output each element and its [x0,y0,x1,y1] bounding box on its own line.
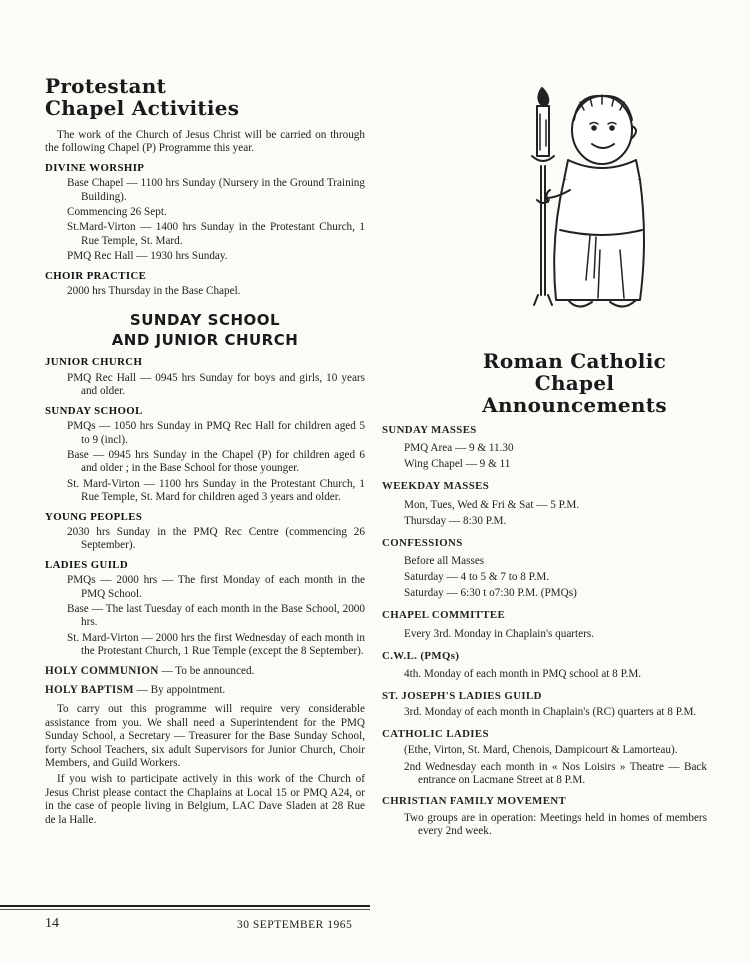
cwl-line: 4th. Monday of each month in PMQ school at 8 P.M. [404,668,642,681]
divine-worship-line: Commencing 26 Sept. [67,206,167,219]
monk-with-candle-icon [520,80,650,330]
confessions-line: Saturday — 6:30 t o7:30 P.M. (PMQs) [404,587,577,600]
divine-worship-heading: DIVINE WORSHIP [45,161,145,174]
holy-communion: HOLY COMMUNION — To be announced. [45,664,255,677]
confessions-line: Before all Masses [404,555,485,568]
catholic-ladies-line: (Ethe, Virton, St. Mard, Chenois, Dampicourt & Lamorteau). [404,744,678,757]
weekday-masses-heading: WEEKDAY MASSES [382,480,490,493]
sunday-masses-heading: SUNDAY MASSES [382,424,477,436]
cfm-heading: CHRISTIAN FAMILY MOVEMENT [382,795,567,808]
sunday-school-heading: SUNDAY SCHOOL [45,404,143,417]
intro-paragraph: The work of the Church of Jesus Christ will be carried on through the following Chapel (P) Programme this year. [45,129,365,155]
catholic-ladies-line: 2nd Wednesday each month in « Nos Loisirs » Theatre — Back entrance on Lacmane Street at 8 P.M. [404,760,707,787]
divine-worship-line: PMQ Rec Hall — 1930 hrs Sunday. [67,250,228,263]
weekday-masses-line: Mon, Tues, Wed & Fri & Sat — 5 P.M. [404,498,580,511]
catholic-ladies-heading: CATHOLIC LADIES [382,727,489,740]
divine-worship-line: St.Mard-Virton — 1400 hrs Sunday in the Protestant Church, 1 Rue Temple, St. Mard. [67,221,365,247]
issue-date: 30 SEPTEMBER 1965 [237,919,353,931]
footer-rule-thin [0,909,370,910]
weekday-masses-line: Thursday — 8:30 P.M. [404,514,507,527]
ladies-guild-heading: LADIES GUILD [45,558,129,571]
cfm-line: Two groups are in operation: Meetings held in homes of members every 2nd week. [404,811,707,838]
contact-paragraph: If you wish to participate actively in this work of the Church of Jesus Christ please contact the Chaplains at Local 15 or PMQ A24, or in the case of people living in Belgium, LAC Dave Sladen at 28 Rue de la Halle. [45,773,365,826]
sunday-school-title: SUNDAY SCHOOL AND JUNIOR CHURCH [111,311,299,350]
chapel-committee-line: Every 3rd. Monday in Chaplain's quarters. [404,627,594,640]
divine-worship-line: Base Chapel — 1100 hrs Sunday (Nursery in the Ground Training Building). [67,177,365,203]
sunday-school-line: St. Mard-Virton — 1100 hrs Sunday in the Protestant Church, 1 Rue Temple, St. Mard for children aged 3 years and older. [67,477,365,504]
confessions-line: Saturday — 4 to 5 & 7 to 8 P.M. [404,571,550,584]
choir-practice-heading: CHOIR PRACTICE [45,269,147,282]
ladies-guild-line: St. Mard-Virton — 2000 hrs the first Wednesday of each month in the Protestant Church, 1 Rue Temple (except the 8 September). [67,631,365,658]
protestant-title: Protestant Chapel Activities [45,74,240,120]
sunday-school-line: Base — 0945 hrs Sunday in the Chapel (P) for children aged 6 and older ; in the Base School for those younger. [67,448,365,475]
confessions-heading: CONFESSIONS [382,536,463,549]
st-joseph-line: 3rd. Monday of each month in Chaplain's (RC) quarters at 8 P.M. [404,706,697,719]
sunday-masses-line: PMQ Area — 9 & 11.30 [404,442,514,455]
cwl-heading: C.W.L. (PMQs) [382,649,460,662]
catholic-title: Roman Catholic Chapel Announcements [482,349,667,417]
protestant-column [45,75,365,827]
page-number: 14 [45,916,59,931]
sunday-masses-line: Wing Chapel — 9 & 11 [404,458,511,471]
junior-church-heading: JUNIOR CHURCH [45,356,143,369]
footer-rule [0,905,370,907]
junior-church-line: PMQ Rec Hall — 0945 hrs Sunday for boys and girls, 10 years and older. [67,371,365,398]
st-joseph-heading: ST. JOSEPH'S LADIES GUILD [382,690,542,703]
ladies-guild-line: Base — The last Tuesday of each month in the Base School, 2000 hrs. [67,602,365,629]
young-peoples-heading: YOUNG PEOPLES [45,510,143,523]
ladies-guild-line: PMQs — 2000 hrs — The first Monday of each month in the PMQ School. [67,574,365,600]
chapel-committee-heading: CHAPEL COMMITTEE [382,609,506,622]
catholic-column [382,350,707,839]
sunday-school-line: PMQs — 1050 hrs Sunday in PMQ Rec Hall for children aged 5 to 9 (incl). [67,420,365,446]
choir-practice-line: 2000 hrs Thursday in the Base Chapel. [67,285,241,298]
young-peoples-line: 2030 hrs Sunday in the PMQ Rec Centre (commencing 26 September). [67,525,365,552]
assistance-paragraph: To carry out this programme will require very considerable assistance from you. We shall need a Superintendent for the PMQ Sunday School, a Secretary — Treasurer for the Base Sunday School, forty School Teachers, six adult Supervisors for Junior Church, Choir Members, and Guild Workers. [45,703,365,770]
holy-baptism: HOLY BAPTISM — By appointment. [45,684,226,696]
